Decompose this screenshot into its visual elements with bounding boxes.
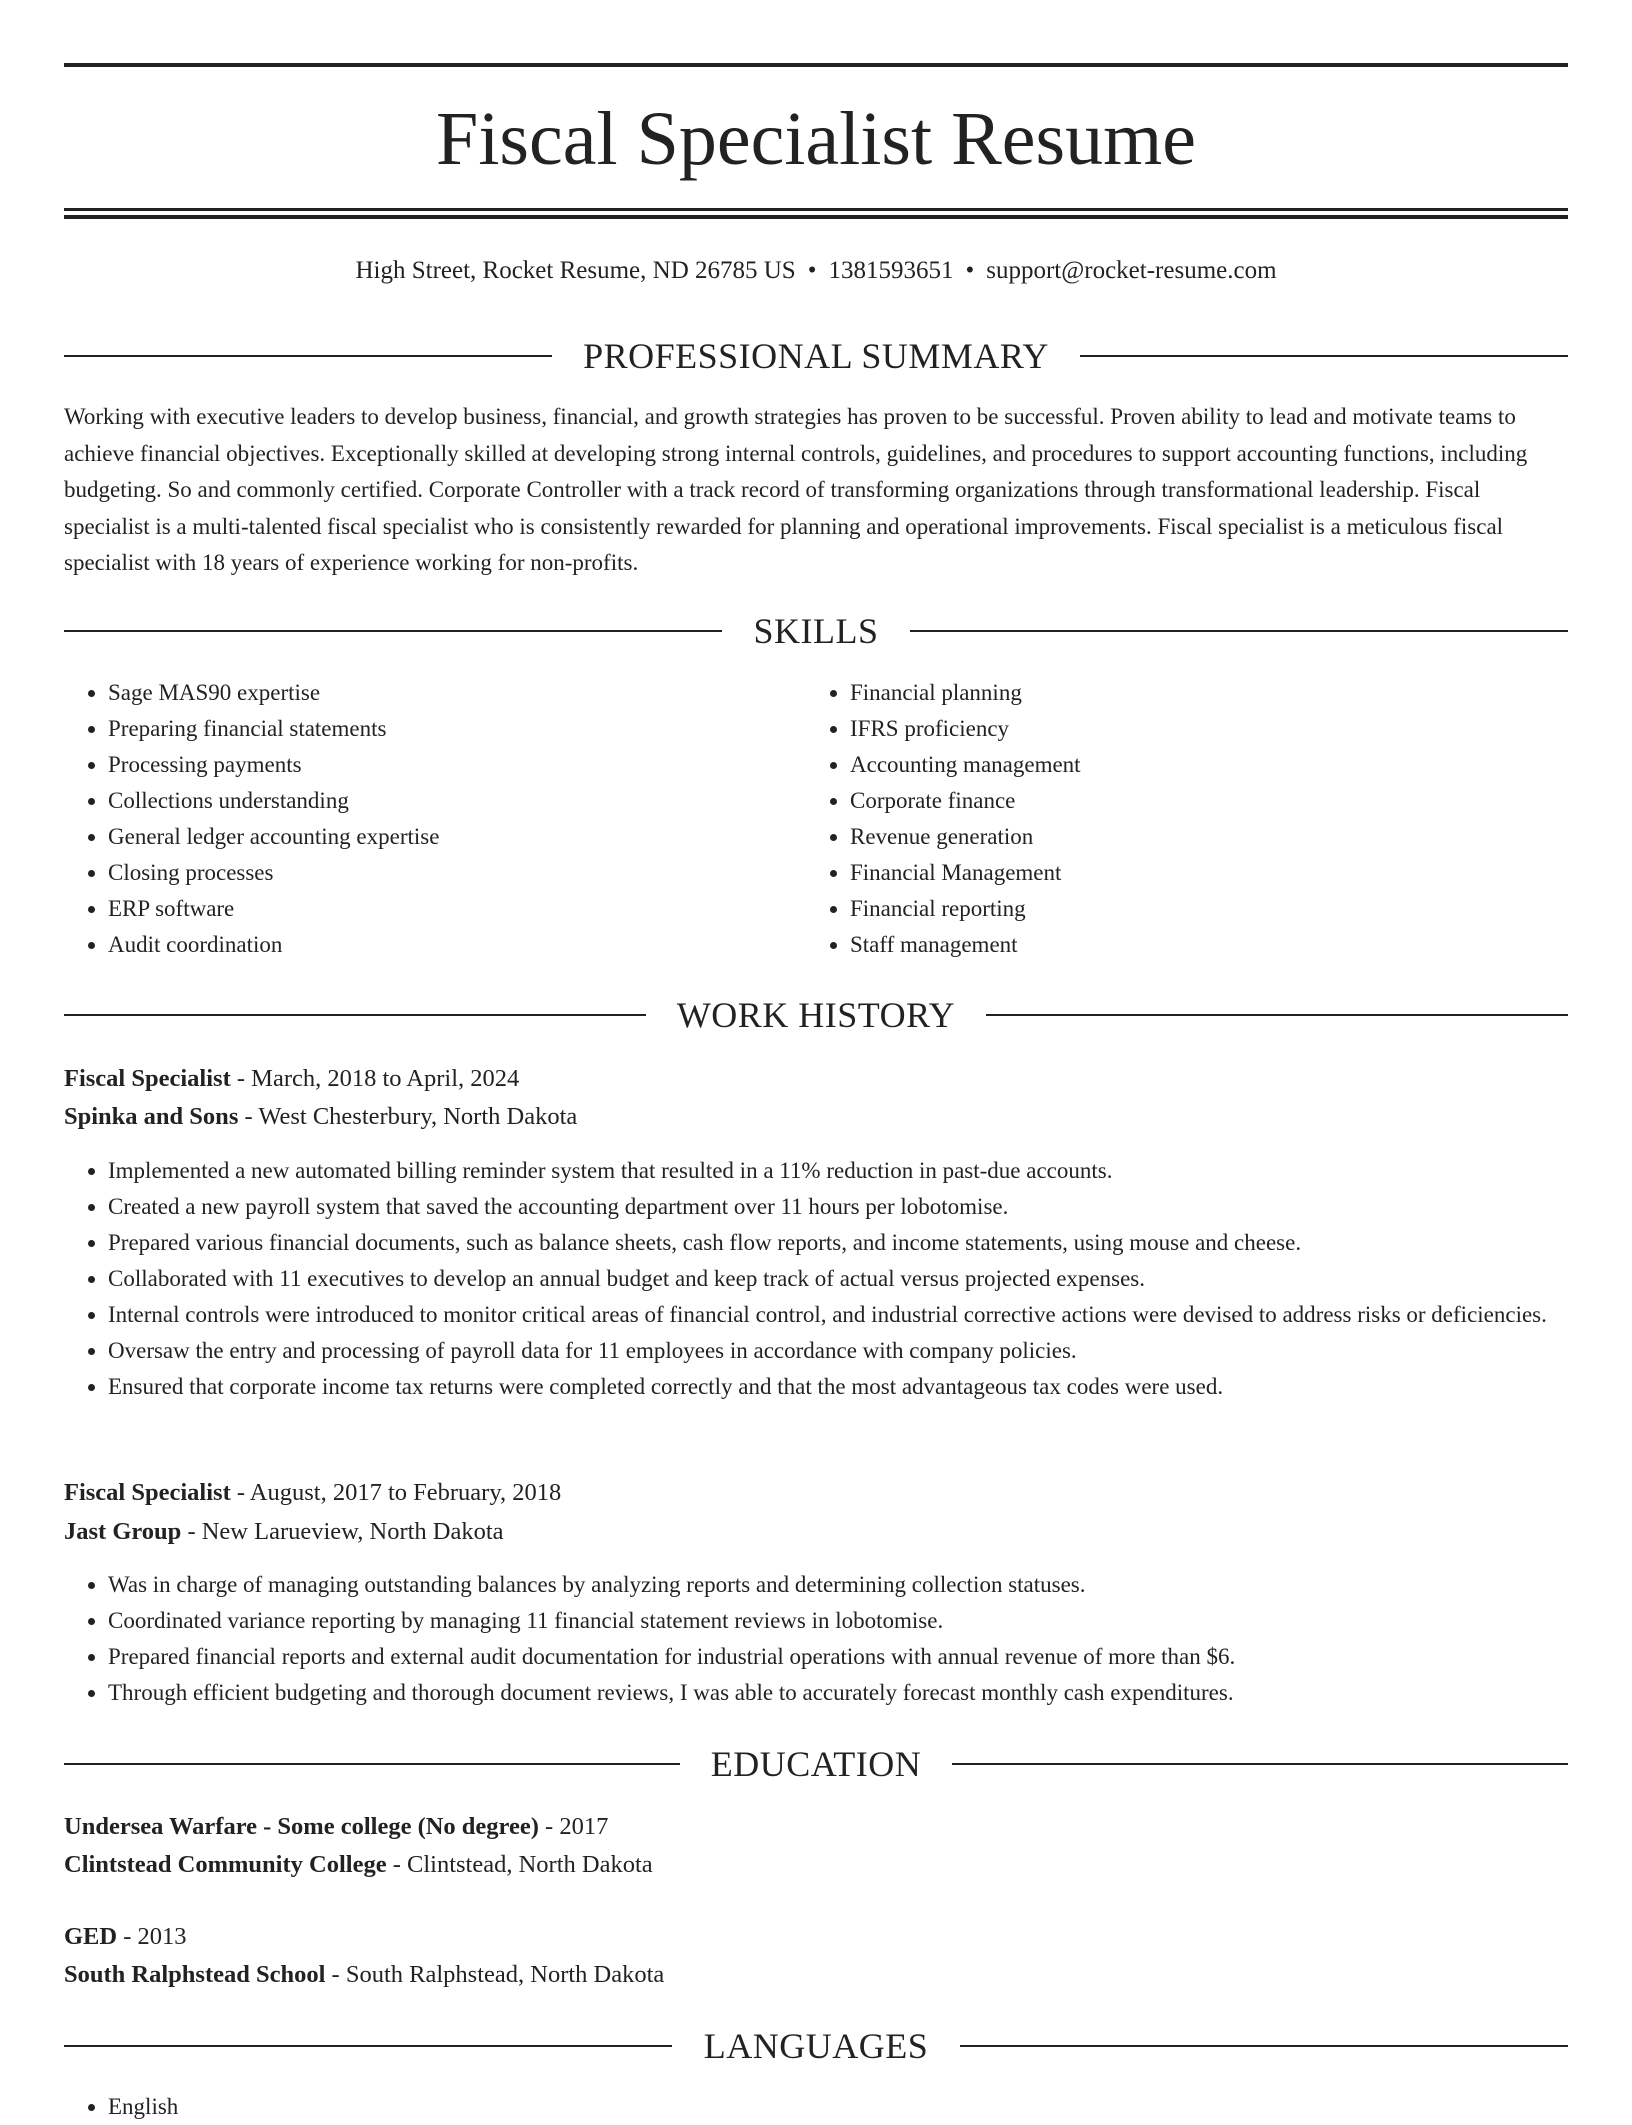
job-company: Spinka and Sons <box>64 1103 239 1130</box>
education-degree-line: GED - 2013 <box>64 1923 187 1950</box>
job-bullet: • Oversaw the entry and processing of payroll data for 11 employees in accordance with company policies. <box>108 1333 1608 1369</box>
skill-item: • Closing processes <box>108 855 808 891</box>
job-title-line: Fiscal Specialist - March, 2018 to April, 2024 <box>64 1065 520 1092</box>
job-bullet: • Implemented a new automated billing reminder system that resulted in a 11% reduction in past-due accounts. <box>108 1153 1608 1189</box>
title-rule-upper <box>64 208 1568 211</box>
education-location: South Ralphstead, North Dakota <box>345 1961 665 1988</box>
education-degree-line: Undersea Warfare - Some college (No degree) - 2017 <box>64 1813 609 1840</box>
skill-item: • Sage MAS90 expertise <box>108 675 808 711</box>
skill-item: • Financial planning <box>850 675 1550 711</box>
education-year: 2013 <box>137 1923 187 1950</box>
education-location: Clintstead, North Dakota <box>407 1851 653 1878</box>
skill-item: • IFRS proficiency <box>850 711 1550 747</box>
skill-item: • Financial Management <box>850 855 1550 891</box>
job-bullet: • Prepared financial reports and external audit documentation for industrial operations with annual revenue of more than $6. <box>108 1639 1608 1675</box>
job-bullets <box>64 1153 1608 1405</box>
education-school: South Ralphstead School <box>64 1961 326 1988</box>
job-company-line: Spinka and Sons - West Chesterbury, North Dakota <box>64 1103 578 1130</box>
resume-title: Fiscal Specialist Resume <box>436 97 1196 181</box>
job-dates: August, 2017 to February, 2018 <box>249 1479 562 1506</box>
section-heading-skills <box>64 608 1568 654</box>
skill-item: • Collections understanding <box>108 783 808 819</box>
education-degree: GED <box>64 1923 118 1950</box>
language-item: • English <box>108 2089 808 2125</box>
skill-item: • Financial reporting <box>850 891 1550 927</box>
section-heading-work-history <box>64 992 1568 1038</box>
contact-email: support@rocket-resume.com <box>986 257 1277 284</box>
skill-item: • Corporate finance <box>850 783 1550 819</box>
job-bullet: • Prepared various financial documents, such as balance sheets, cash flow reports, and income statements, using mouse and cheese. <box>108 1225 1608 1261</box>
job-company-line: Jast Group - New Larueview, North Dakota <box>64 1518 504 1545</box>
job-title: Fiscal Specialist <box>64 1479 231 1506</box>
job-bullet: • Created a new payroll system that saved the accounting department over 11 hours per lobotomise. <box>108 1189 1608 1225</box>
job-bullet: • Collaborated with 11 executives to develop an annual budget and keep track of actual versus projected expenses. <box>108 1261 1608 1297</box>
education-degree: Undersea Warfare - Some college (No degree) <box>64 1813 539 1840</box>
contact-address: High Street, Rocket Resume, ND 26785 US <box>355 257 796 284</box>
education-year: 2017 <box>559 1813 609 1840</box>
job-bullet: • Internal controls were introduced to monitor critical areas of financial control, and industrial corrective actions were devised to address risks or deficiencies. <box>108 1297 1608 1333</box>
job-bullet: • Ensured that corporate income tax returns were completed correctly and that the most advantageous tax codes were used. <box>108 1369 1608 1405</box>
contact-line <box>64 253 1568 289</box>
job-location: New Larueview, North Dakota <box>201 1518 504 1545</box>
section-title: WORK HISTORY <box>676 995 956 1035</box>
job-bullet: • Coordinated variance reporting by managing 11 financial statement reviews in lobotomise. <box>108 1603 1608 1639</box>
skill-item: • Audit coordination <box>108 927 808 963</box>
education-school-line: Clintstead Community College - Clintstead, North Dakota <box>64 1851 653 1878</box>
section-title: LANGUAGES <box>703 2026 929 2066</box>
skills-list-left <box>64 675 808 963</box>
skill-item: • General ledger accounting expertise <box>108 819 808 855</box>
job-bullets <box>64 1567 1608 1711</box>
job-dates: March, 2018 to April, 2024 <box>251 1065 520 1092</box>
skill-item: • Revenue generation <box>850 819 1550 855</box>
job-bullet: • Was in charge of managing outstanding balances by analyzing reports and determining collection statuses. <box>108 1567 1608 1603</box>
languages-list <box>64 2089 808 2125</box>
job-location: West Chesterbury, North Dakota <box>258 1103 578 1130</box>
section-title: SKILLS <box>753 611 879 651</box>
skill-item: • Accounting management <box>850 747 1550 783</box>
title-rule-lower <box>64 215 1568 219</box>
skill-item: • ERP software <box>108 891 808 927</box>
skills-list-right <box>806 675 1550 963</box>
contact-phone: 1381593651 <box>828 257 954 284</box>
job-company: Jast Group <box>64 1518 182 1545</box>
summary-text: Working with executive leaders to develop business, financial, and growth strategies has proven to be successful. Proven ability to lead and motivate teams to achieve financial objectives. Exceptionally skilled at developing strong internal controls, guidelines, and procedures to support accounting functions, including budgeting. So and commonly certified. Corporate Controller with a track record of transforming organizations through transformational leadership. Fiscal specialist is a multi-talented fiscal specialist who is consistently rewarded for planning and operational improvements. Fiscal specialist is a meticulous fiscal specialist with 18 years of experience working for non-profits. <box>64 404 1528 575</box>
education-school: Clintstead Community College <box>64 1851 387 1878</box>
skill-item: • Processing payments <box>108 747 808 783</box>
contact-separator: • <box>807 257 817 284</box>
skill-item: • Staff management <box>850 927 1550 963</box>
top-rule <box>64 63 1568 67</box>
skill-item: • Preparing financial statements <box>108 711 808 747</box>
job-title-line: Fiscal Specialist - August, 2017 to February, 2018 <box>64 1479 562 1506</box>
section-heading-languages <box>64 2023 1568 2069</box>
job-title: Fiscal Specialist <box>64 1065 231 1092</box>
section-title: EDUCATION <box>710 1744 922 1784</box>
section-heading-summary <box>64 333 1568 379</box>
education-school-line: South Ralphstead School - South Ralphstead, North Dakota <box>64 1961 665 1988</box>
job-bullet: • Through efficient budgeting and thorough document reviews, I was able to accurately forecast monthly cash expenditures. <box>108 1675 1608 1711</box>
section-heading-education <box>64 1741 1568 1787</box>
section-title: PROFESSIONAL SUMMARY <box>583 336 1049 376</box>
contact-separator: • <box>965 257 975 284</box>
